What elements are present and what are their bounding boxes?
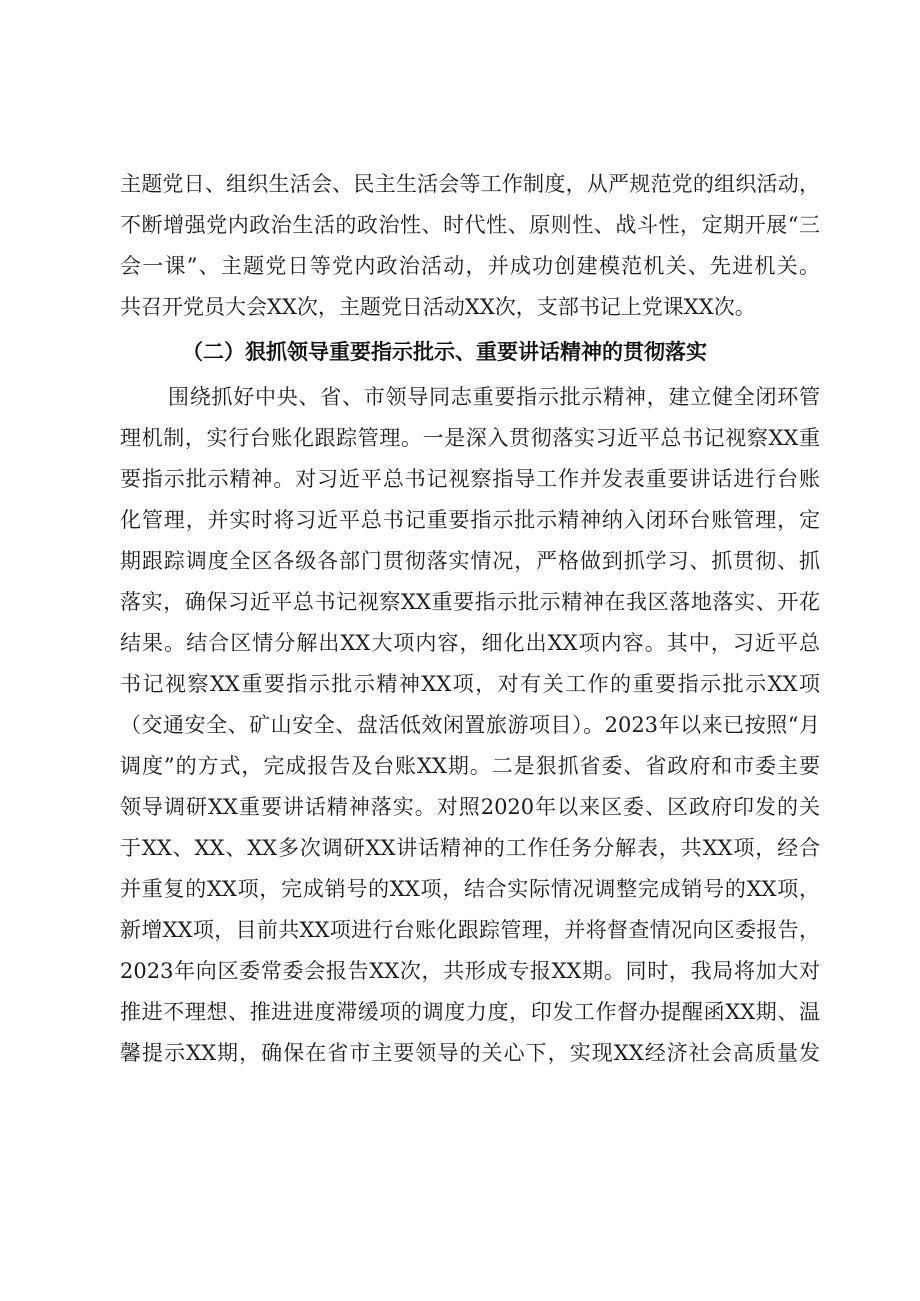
paragraph-line: （交通安全、矿山安全、盘活低效闲置旅游项目）。2023年以来已按照“月 <box>120 713 820 737</box>
paragraph-line: 会一课”、主题党日等党内政治活动，并成功创建模范机关、先进机关。 <box>120 254 820 278</box>
paragraph-line: 2023年向区委常委会报告XX次，共形成专报XX期。同时，我局将加大对 <box>120 959 820 983</box>
paragraph-line: 于XX、XX、XX多次调研XX讲话精神的工作任务分解表，共XX项，经合 <box>120 836 820 860</box>
paragraph-line: 共召开党员大会XX次，主题党日活动XX次，支部书记上党课XX次。 <box>120 295 756 319</box>
paragraph-line: 期跟踪调度全区各级各部门贯彻落实情况，严格做到抓学习、抓贯彻、抓 <box>120 549 820 573</box>
paragraph-line: 馨提示XX期，确保在省市主要领导的关心下，实现XX经济社会高质量发 <box>120 1041 820 1065</box>
paragraph-line: 并重复的XX项，完成销号的XX项，结合实际情况调整完成销号的XX项， <box>120 877 820 901</box>
section-heading: （二）狠抓领导重要指示批示、重要讲话精神的贯彻落实 <box>182 340 707 364</box>
paragraph-line: 理机制，实行台账化跟踪管理。一是深入贯彻落实习近平总书记视察XX重 <box>120 426 820 450</box>
paragraph-line: 结果。结合区情分解出XX大项内容，细化出XX项内容。其中，习近平总 <box>120 631 820 655</box>
paragraph-line: 调度”的方式，完成报告及台账XX期。二是狠抓省委、省政府和市委主要 <box>120 754 820 778</box>
paragraph-line: 要指示批示精神。对习近平总书记视察指导工作并发表重要讲话进行台账 <box>120 467 820 491</box>
paragraph-line: 新增XX项，目前共XX项进行台账化跟踪管理，并将督查情况向区委报告， <box>120 918 820 942</box>
paragraph-line: 书记视察XX重要指示批示精神XX项，对有关工作的重要指示批示XX项 <box>120 672 820 696</box>
paragraph-line: 围绕抓好中央、省、市领导同志重要指示批示精神，建立健全闭环管 <box>168 385 820 409</box>
paragraph-line: 主题党日、组织生活会、民主生活会等工作制度，从严规范党的组织活动， <box>120 172 820 196</box>
paragraph-line: 不断增强党内政治生活的政治性、时代性、原则性、战斗性，定期开展“三 <box>120 213 820 237</box>
paragraph-line: 化管理，并实时将习近平总书记重要指示批示精神纳入闭环台账管理，定 <box>120 508 820 532</box>
paragraph-line: 推进不理想、推进进度滞缓项的调度力度，印发工作督办提醒函XX期、温 <box>120 1000 820 1024</box>
paragraph-line: 领导调研XX重要讲话精神落实。对照2020年以来区委、区政府印发的关 <box>120 795 820 819</box>
paragraph-line: 落实，确保习近平总书记视察XX重要指示批示精神在我区落地落实、开花 <box>120 590 820 614</box>
